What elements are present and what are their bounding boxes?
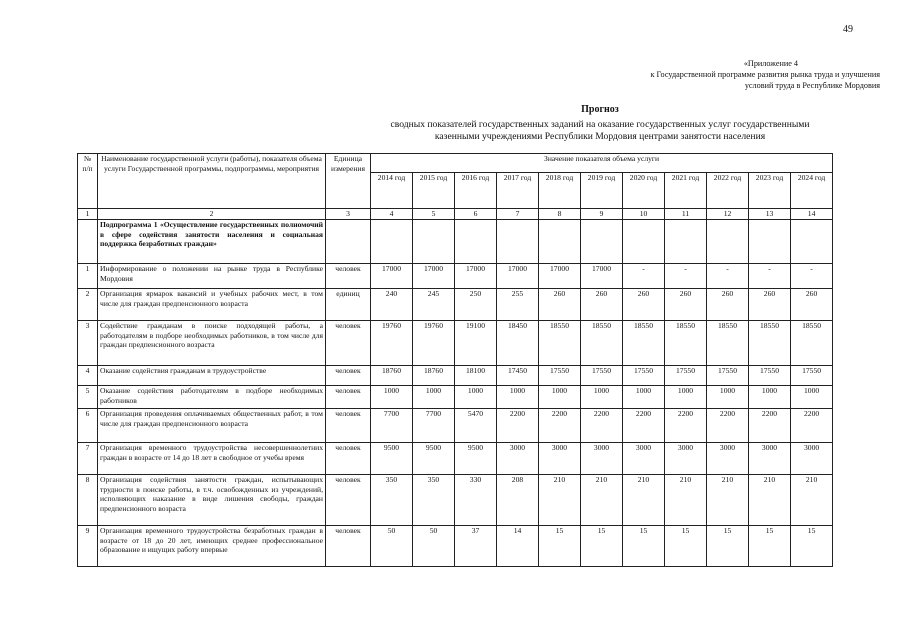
row-number: 2 <box>78 289 98 321</box>
row-number: 3 <box>78 321 98 366</box>
value-cell: 1000 <box>455 386 497 409</box>
value-cell: 1000 <box>371 386 413 409</box>
value-cell: 5470 <box>455 409 497 443</box>
value-cell: 240 <box>371 289 413 321</box>
value-cell: 18550 <box>623 321 665 366</box>
value-cell: 17550 <box>749 366 791 386</box>
value-cell: 2200 <box>623 409 665 443</box>
subprogram-row <box>78 220 833 264</box>
value-cell: 37 <box>455 526 497 567</box>
value-cell: 18760 <box>371 366 413 386</box>
value-cell: 250 <box>455 289 497 321</box>
value-cell: 17550 <box>707 366 749 386</box>
value-cell: 17550 <box>539 366 581 386</box>
empty-cell <box>371 220 413 264</box>
value-cell: 19760 <box>371 321 413 366</box>
service-name: Оказание содействия гражданам в трудоустройстве <box>98 366 326 386</box>
title-line-1: Прогноз <box>581 104 619 115</box>
title-line-2: сводных показателей государственных заданий на оказание государственных услуг государственными <box>390 118 810 130</box>
value-cell: 18550 <box>749 321 791 366</box>
table-row <box>78 321 833 366</box>
value-cell: 2200 <box>707 409 749 443</box>
value-cell: 255 <box>497 289 539 321</box>
row-number: 8 <box>78 475 98 526</box>
column-index: 9 <box>581 209 623 220</box>
service-name: Организация проведения оплачиваемых общественных работ, в том числе для граждан предпенсионного возраста <box>98 409 326 443</box>
header-unit: Единица измерения <box>326 154 371 209</box>
empty-cell <box>623 220 665 264</box>
value-cell: 17000 <box>497 264 539 289</box>
value-cell: - <box>665 264 707 289</box>
empty-cell <box>707 220 749 264</box>
header-year: 2016 год <box>455 173 497 209</box>
value-cell: 17000 <box>581 264 623 289</box>
value-cell: 210 <box>791 475 833 526</box>
column-index: 3 <box>326 209 371 220</box>
value-cell: 17550 <box>581 366 623 386</box>
empty-cell <box>455 220 497 264</box>
value-cell: 7700 <box>371 409 413 443</box>
column-index: 6 <box>455 209 497 220</box>
value-cell: 210 <box>665 475 707 526</box>
value-cell: 1000 <box>623 386 665 409</box>
value-cell: 3000 <box>497 443 539 475</box>
value-cell: 17550 <box>623 366 665 386</box>
value-cell: 15 <box>791 526 833 567</box>
appendix-line-1: «Приложение 4 <box>743 59 798 68</box>
column-index-row <box>78 209 833 220</box>
column-index: 7 <box>497 209 539 220</box>
value-cell: 18550 <box>707 321 749 366</box>
header-year: 2014 год <box>371 173 413 209</box>
value-cell: 3000 <box>665 443 707 475</box>
value-cell: 350 <box>371 475 413 526</box>
value-cell: 7700 <box>413 409 455 443</box>
empty-cell <box>326 220 371 264</box>
value-cell: 245 <box>413 289 455 321</box>
unit-cell: человек <box>326 526 371 567</box>
header-value-group: Значение показателя объема услуги <box>371 154 833 173</box>
table-row <box>78 475 833 526</box>
column-index: 14 <box>791 209 833 220</box>
value-cell: 330 <box>455 475 497 526</box>
empty-cell <box>749 220 791 264</box>
column-index: 2 <box>98 209 326 220</box>
table-row <box>78 366 833 386</box>
value-cell: 18550 <box>665 321 707 366</box>
service-name: Содействие гражданам в поиске подходящей работы, а работодателям в подборе необходимых работников, в том числе для граждан предпенсионного возраста <box>98 321 326 366</box>
value-cell: 1000 <box>497 386 539 409</box>
page-number: 49 <box>843 24 853 35</box>
value-cell: 260 <box>791 289 833 321</box>
unit-cell: человек <box>326 443 371 475</box>
value-cell: 210 <box>749 475 791 526</box>
column-index: 10 <box>623 209 665 220</box>
value-cell: 1000 <box>413 386 455 409</box>
row-number: 4 <box>78 366 98 386</box>
value-cell: 350 <box>413 475 455 526</box>
header-year: 2015 год <box>413 173 455 209</box>
table-row <box>78 264 833 289</box>
header-year: 2020 год <box>623 173 665 209</box>
empty-cell <box>665 220 707 264</box>
table-row <box>78 289 833 321</box>
table-row <box>78 409 833 443</box>
header-year: 2019 год <box>581 173 623 209</box>
value-cell: 210 <box>581 475 623 526</box>
table-row <box>78 386 833 409</box>
column-index: 11 <box>665 209 707 220</box>
column-index: 8 <box>539 209 581 220</box>
value-cell: 19760 <box>413 321 455 366</box>
value-cell: 2200 <box>749 409 791 443</box>
appendix-line-3: условий труда в Республике Мордовия <box>744 81 880 90</box>
value-cell: 17000 <box>371 264 413 289</box>
table-row <box>78 443 833 475</box>
unit-cell: человек <box>326 264 371 289</box>
unit-cell: человек <box>326 475 371 526</box>
unit-cell: человек <box>326 366 371 386</box>
empty-cell <box>497 220 539 264</box>
column-index: 1 <box>78 209 98 220</box>
column-index: 4 <box>371 209 413 220</box>
value-cell: 17000 <box>455 264 497 289</box>
value-cell: - <box>623 264 665 289</box>
value-cell: 210 <box>623 475 665 526</box>
value-cell: 17000 <box>413 264 455 289</box>
subprogram-title: Подпрограмма 1 «Осуществление государственных полномочий в сфере содействия занятости населения и социальная поддержка безработных граждан» <box>98 220 326 264</box>
column-index: 12 <box>707 209 749 220</box>
value-cell: 14 <box>497 526 539 567</box>
header-year: 2022 год <box>707 173 749 209</box>
unit-cell: человек <box>326 321 371 366</box>
value-cell: 17000 <box>539 264 581 289</box>
value-cell: 9500 <box>413 443 455 475</box>
value-cell: 50 <box>371 526 413 567</box>
value-cell: 2200 <box>665 409 707 443</box>
value-cell: 208 <box>497 475 539 526</box>
empty-cell <box>791 220 833 264</box>
header-year: 2018 год <box>539 173 581 209</box>
value-cell: 2200 <box>791 409 833 443</box>
value-cell: 2200 <box>539 409 581 443</box>
value-cell: 9500 <box>455 443 497 475</box>
value-cell: 19100 <box>455 321 497 366</box>
value-cell: 15 <box>707 526 749 567</box>
value-cell: 3000 <box>707 443 749 475</box>
value-cell: 18760 <box>413 366 455 386</box>
empty-cell <box>78 220 98 264</box>
unit-cell: человек <box>326 409 371 443</box>
value-cell: 260 <box>707 289 749 321</box>
value-cell: 3000 <box>791 443 833 475</box>
value-cell: 260 <box>539 289 581 321</box>
header-year: 2017 год <box>497 173 539 209</box>
value-cell: 17550 <box>791 366 833 386</box>
value-cell: 9500 <box>371 443 413 475</box>
value-cell: 1000 <box>749 386 791 409</box>
value-cell: - <box>791 264 833 289</box>
header-year: 2021 год <box>665 173 707 209</box>
value-cell: - <box>707 264 749 289</box>
value-cell: 1000 <box>539 386 581 409</box>
service-name: Оказание содействия работодателям в подборе необходимых работников <box>98 386 326 409</box>
service-name: Информирование о положении на рынке труда в Республике Мордовия <box>98 264 326 289</box>
header-num: № п/п <box>78 154 98 209</box>
value-cell: 210 <box>707 475 749 526</box>
value-cell: 260 <box>581 289 623 321</box>
value-cell: 18550 <box>539 321 581 366</box>
value-cell: 17450 <box>497 366 539 386</box>
row-number: 5 <box>78 386 98 409</box>
value-cell: 1000 <box>791 386 833 409</box>
value-cell: 18450 <box>497 321 539 366</box>
value-cell: 15 <box>665 526 707 567</box>
empty-cell <box>539 220 581 264</box>
service-name: Организация ярмарок вакансий и учебных рабочих мест, в том числе для граждан предпенсионного возраста <box>98 289 326 321</box>
service-name: Организация временного трудоустройства безработных граждан в возрасте от 18 до 20 лет, имеющих среднее профессиональное образование и ищущих работу впервые <box>98 526 326 567</box>
value-cell: 18550 <box>791 321 833 366</box>
value-cell: 15 <box>581 526 623 567</box>
row-number: 1 <box>78 264 98 289</box>
document-title <box>360 104 840 144</box>
header-year: 2024 год <box>791 173 833 209</box>
service-name: Организация содействия занятости граждан, испытывающих трудности в поиске работы, в т.ч. освобожденных из учреждений, исполняющих наказание в виде лишения свободы, граждан предпенсионного возраста <box>98 475 326 526</box>
value-cell: 260 <box>623 289 665 321</box>
title-line-3: казенными учреждениями Республики Мордовия центрами занятости населения <box>434 131 766 142</box>
value-cell: 3000 <box>749 443 791 475</box>
header-name: Наименование государственной услуги (работы), показателя объема услуги Государственной программы, подпрограммы, мероприятия <box>98 154 326 209</box>
row-number: 7 <box>78 443 98 475</box>
value-cell: 260 <box>749 289 791 321</box>
service-name: Организация временного трудоустройства несовершеннолетних граждан в возрасте от 14 до 18 лет в свободное от учебы время <box>98 443 326 475</box>
table-row <box>78 526 833 567</box>
appendix-line-2: к Государственной программе развития рынка труда и улучшения <box>650 70 880 79</box>
value-cell: 18100 <box>455 366 497 386</box>
header-year: 2023 год <box>749 173 791 209</box>
value-cell: 2200 <box>581 409 623 443</box>
value-cell: - <box>749 264 791 289</box>
value-cell: 17550 <box>665 366 707 386</box>
column-index: 5 <box>413 209 455 220</box>
appendix-header <box>540 58 880 91</box>
value-cell: 2200 <box>497 409 539 443</box>
empty-cell <box>581 220 623 264</box>
value-cell: 1000 <box>581 386 623 409</box>
value-cell: 15 <box>623 526 665 567</box>
value-cell: 3000 <box>539 443 581 475</box>
value-cell: 210 <box>539 475 581 526</box>
value-cell: 50 <box>413 526 455 567</box>
value-cell: 260 <box>665 289 707 321</box>
value-cell: 1000 <box>707 386 749 409</box>
forecast-table <box>77 153 833 567</box>
unit-cell: человек <box>326 386 371 409</box>
value-cell: 3000 <box>623 443 665 475</box>
value-cell: 3000 <box>581 443 623 475</box>
row-number: 9 <box>78 526 98 567</box>
value-cell: 1000 <box>665 386 707 409</box>
value-cell: 18550 <box>581 321 623 366</box>
value-cell: 15 <box>539 526 581 567</box>
column-index: 13 <box>749 209 791 220</box>
unit-cell: единиц <box>326 289 371 321</box>
row-number: 6 <box>78 409 98 443</box>
value-cell: 15 <box>749 526 791 567</box>
empty-cell <box>413 220 455 264</box>
